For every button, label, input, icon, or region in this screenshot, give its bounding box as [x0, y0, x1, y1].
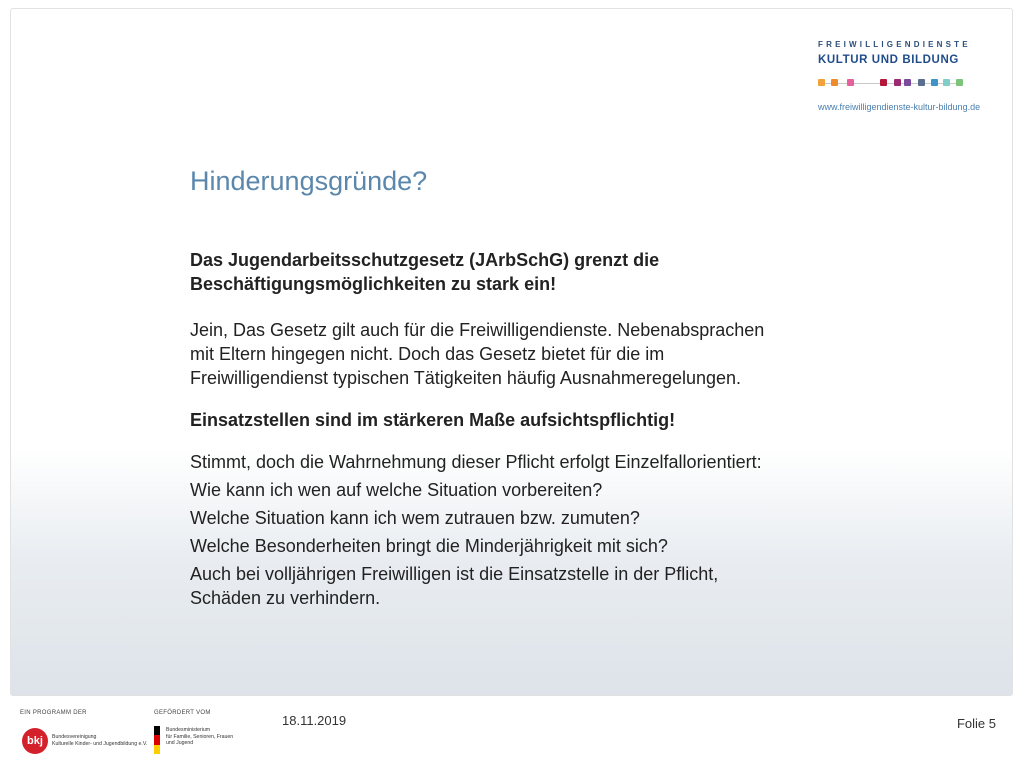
ministry-name: [166, 727, 233, 747]
body-line: Jein, Das Gesetz gilt auch für die Freiwilligendienste. Nebenabsprachen: [190, 320, 765, 340]
slide-date: 18.11.2019: [282, 713, 347, 728]
body-bold-1: [190, 248, 850, 296]
slide-number: Folie 5: [956, 716, 996, 731]
body-text-4: Welche Situation kann ich wem zutrauen bzw. zumuten?: [190, 508, 640, 528]
body-text-5: Welche Besonderheiten bringt die Minderjährigkeit mit sich?: [190, 536, 668, 556]
body-line: Auch bei volljährigen Freiwilligen ist die Einsatzstelle in der Pflicht,: [190, 564, 719, 584]
body-line: mit Eltern hingegen nicht. Doch das Gesetz bietet für die im: [190, 344, 665, 364]
logo-main-text: KULTUR UND BILDUNG: [818, 54, 959, 66]
fkb-logo: [818, 40, 988, 89]
bkj-name: [52, 734, 147, 748]
program-label: EIN PROGRAMM DER: [20, 710, 87, 716]
logo-dot-line: [818, 83, 963, 84]
logo-top-text: FREIWILLIGENDIENSTE: [818, 40, 971, 49]
body-line: Das Jugendarbeitsschutzgesetz (JArbSchG) grenzt die: [190, 250, 660, 270]
body-text-6: [190, 562, 850, 610]
body-line: Beschäftigungsmöglichkeiten zu stark ein!: [190, 274, 557, 294]
bkj-line: Bundesvereinigung: [52, 734, 97, 740]
bkj-logo-icon: bkj: [22, 728, 48, 754]
body-text-1: [190, 318, 850, 390]
ministry-footer-logo: [154, 710, 234, 746]
ministry-line: für Familie, Senioren, Frauen: [166, 733, 234, 740]
body-text-2: Stimmt, doch die Wahrnehmung dieser Pflicht erfolgt Einzelfallorientiert:: [190, 452, 762, 472]
logo-dot-row: [818, 79, 963, 89]
slide-title: Hinderungsgründe?: [190, 166, 428, 196]
body-line: Schäden zu verhindern.: [190, 588, 381, 608]
ministry-line: Bundesministerium: [166, 727, 211, 733]
logo-color-dot: [831, 79, 838, 86]
logo-color-dot: [918, 79, 925, 86]
bkj-line: Kulturelle Kinder- und Jugendbildung e.V.: [52, 741, 148, 747]
body-bold-2: Einsatzstellen sind im stärkeren Maße aufsichtspflichtig!: [190, 410, 676, 430]
logo-color-dot: [818, 79, 825, 86]
body-text-3: Wie kann ich wen auf welche Situation vorbereiten?: [190, 480, 603, 500]
logo-color-dot: [956, 79, 963, 86]
logo-color-dot: [943, 79, 950, 86]
german-flag-icon: [154, 726, 160, 754]
logo-color-dot: [931, 79, 938, 86]
slide-body: [190, 248, 850, 610]
logo-color-dot: [904, 79, 911, 86]
website-url: www.freiwilligendienste-kultur-bildung.de: [818, 102, 981, 112]
body-line: Freiwilligendienst typischen Tätigkeiten häufig Ausnahmeregelungen.: [190, 368, 742, 388]
logo-color-dot: [880, 79, 887, 86]
funded-label: GEFÖRDERT VOM: [154, 710, 211, 716]
logo-color-dot: [894, 79, 901, 86]
ministry-line: und Jugend: [166, 740, 194, 746]
logo-color-dot: [847, 79, 854, 86]
bkj-footer-logo: [20, 710, 148, 747]
